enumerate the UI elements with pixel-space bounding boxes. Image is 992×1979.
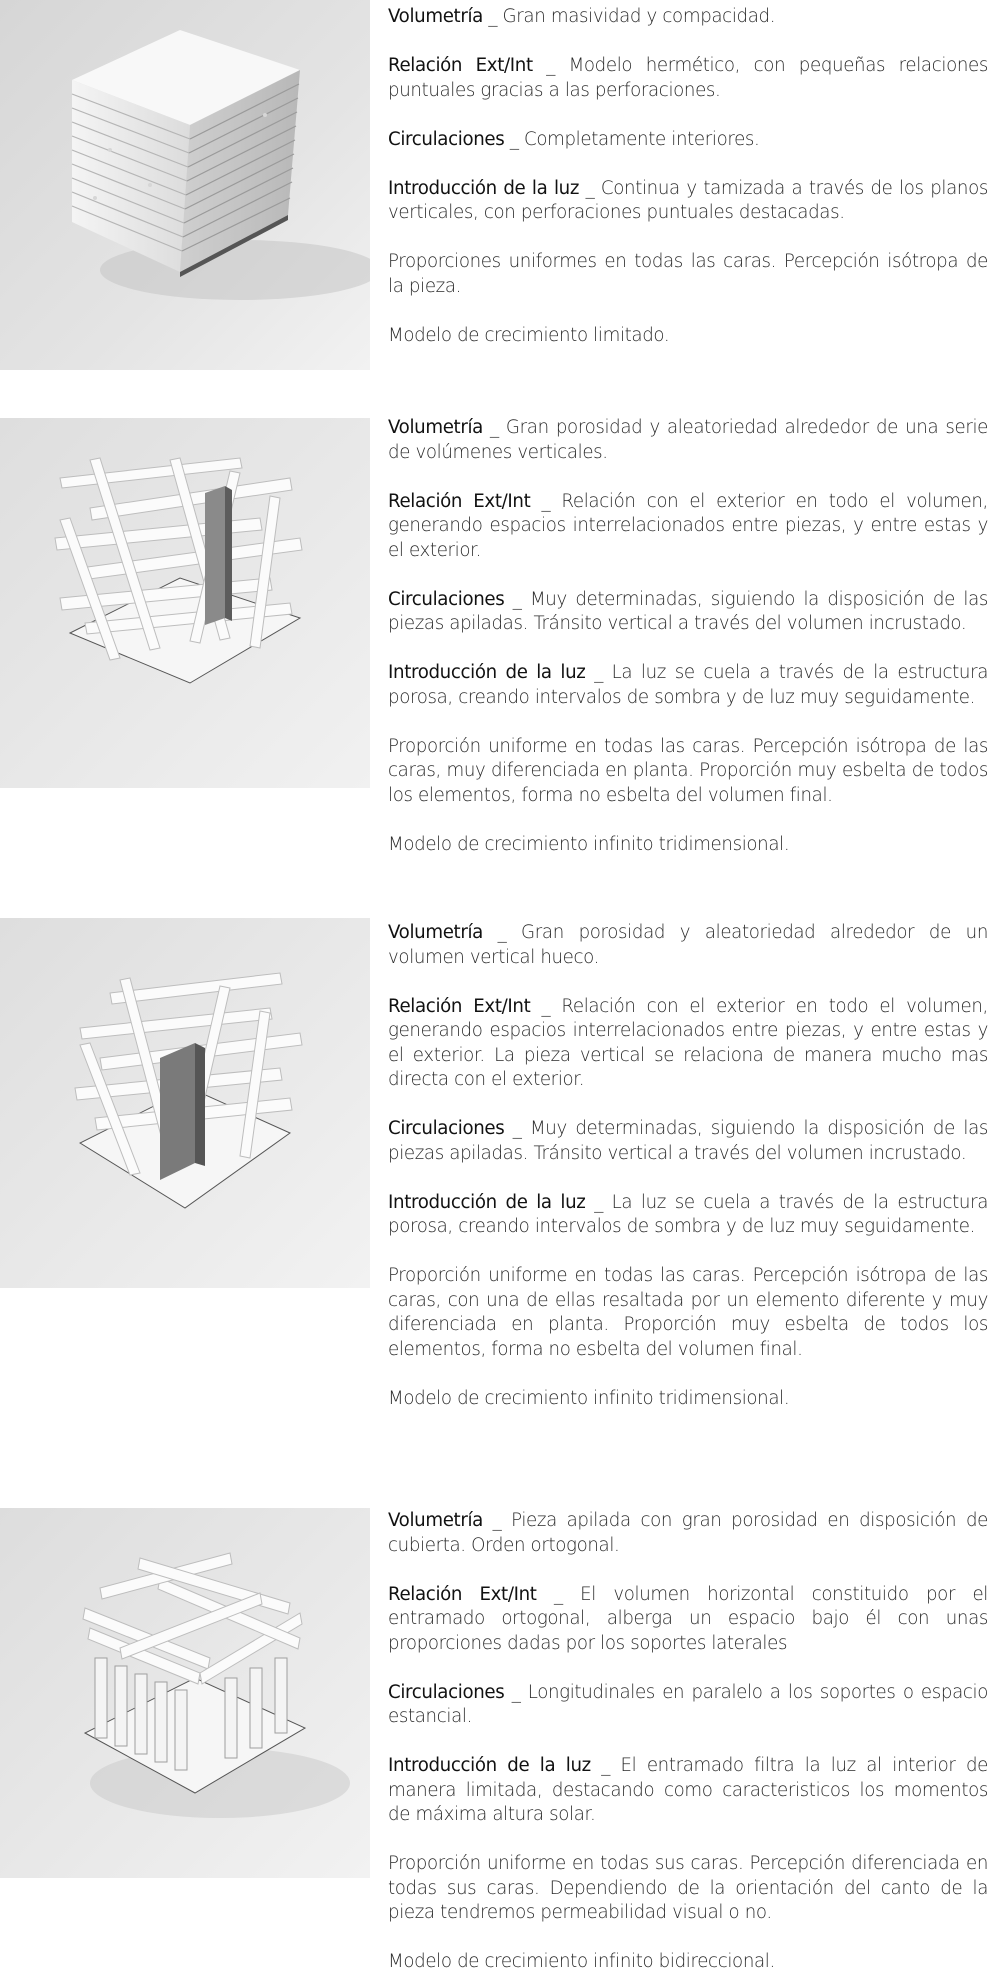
cube-model-illustration — [0, 0, 370, 370]
circulaciones-label: Circulaciones — [388, 128, 505, 150]
relacion-text: _ Relación con el exterior en todo el volumen, generando espacios interrelacionados entre piezas, y entre estas y el exterior. La pieza vertical se relaciona de manera mucho mas directa con el exterior. — [388, 995, 988, 1090]
proporcion-paragraph: Proporción uniforme en todas sus caras. Percepción diferenciada en todas sus caras. Dependiendo de la orientación del canto de la pieza tendremos permeabilidad visual o no. — [388, 1853, 988, 1923]
circulaciones-paragraph — [388, 1681, 988, 1730]
model-photo-3 — [0, 918, 370, 1288]
circulaciones-text: _ Completamente interiores. — [504, 128, 760, 150]
luz-paragraph — [388, 177, 988, 226]
circulaciones-paragraph — [388, 128, 988, 153]
luz-paragraph — [388, 1191, 988, 1240]
crecimiento-paragraph: Modelo de crecimiento infinito tridimensional. — [388, 1387, 790, 1409]
proporcion-paragraph: Proporciones uniformes en todas las caras. Percepción isótropa de la pieza. — [388, 251, 988, 297]
volumetria-text: _ Gran masividad y compacidad. — [482, 6, 776, 27]
crecimiento-paragraph: Modelo de crecimiento infinito tridimensional. — [388, 833, 790, 855]
relacion-paragraph — [388, 995, 988, 1093]
model-description-2 — [388, 416, 988, 857]
circulaciones-text: _ Muy determinadas, siguiendo la disposición de las piezas apiladas. Tránsito vertical a través del volumen incrustado. — [388, 588, 988, 634]
model-photo-1 — [0, 0, 370, 370]
relacion-label: Relación Ext/Int — [388, 490, 531, 512]
circulaciones-text: _ Longitudinales en paralelo a los soportes o espacio estancial. — [388, 1681, 988, 1727]
proporcion-paragraph: Proporción uniforme en todas las caras. Percepción isótropa de las caras, muy diferenciada en planta. Proporción muy esbelta de todos los elementos, forma no esbelta del volumen final. — [388, 735, 988, 806]
relacion-text: _ Relación con el exterior en todo el volumen, generando espacios interrelacionados entre piezas, y entre estas y el exterior. — [388, 490, 988, 561]
volumetria-paragraph — [388, 1509, 988, 1558]
volumetria-paragraph — [388, 416, 988, 465]
luz-paragraph — [388, 1754, 988, 1828]
circulaciones-label: Circulaciones — [388, 588, 505, 610]
volumetria-text: _ Gran porosidad y aleatoriedad alrededor de un volumen vertical hueco. — [388, 922, 988, 968]
crecimiento-paragraph: Modelo de crecimiento infinito bidireccional. — [388, 1951, 775, 1972]
volumetria-label: Volumetría — [388, 6, 483, 27]
model-description-4 — [388, 1509, 988, 1975]
luz-text: _ Continua y tamizada a través de los planos verticales, con perforaciones puntuales destacadas. — [388, 177, 988, 223]
volumetria-label: Volumetría — [388, 417, 483, 438]
circulaciones-label: Circulaciones — [388, 1681, 505, 1703]
luz-text: _ El entramado filtra la luz al interior de manera limitada, destacando como caracteristicos los momentos de máxima altura solar. — [388, 1755, 988, 1825]
orthogonal-lattice-model-illustration — [0, 1508, 370, 1878]
luz-label: Introducción de la luz — [388, 662, 586, 683]
proporcion-paragraph: Proporción uniforme en todas las caras. Percepción isótropa de las caras, con una de ellas resaltada por un elemento diferente y muy diferenciada en planta. Proporción muy esbelta de todos los elementos, forma no esbelta del volumen final. — [388, 1265, 988, 1360]
model-photo-4 — [0, 1508, 370, 1878]
volumetria-text: _ Pieza apilada con gran porosidad en disposición de cubierta. Orden ortogonal. — [388, 1510, 988, 1556]
luz-label: Introducción de la luz — [388, 177, 580, 199]
relacion-text: _ Modelo hermético, con pequeñas relaciones puntuales gracias a las perforaciones. — [388, 55, 989, 101]
circulaciones-label: Circulaciones — [388, 1118, 505, 1139]
relacion-paragraph — [388, 54, 988, 103]
relacion-paragraph — [388, 1583, 988, 1657]
relacion-label: Relación Ext/Int — [388, 55, 533, 76]
stacked-sticks-model-illustration — [0, 418, 370, 788]
hollow-volume-model-illustration — [0, 918, 370, 1288]
circulaciones-text: _ Muy determinadas, siguiendo la disposición de las piezas apiladas. Tránsito vertical a través del volumen incrustado. — [388, 1118, 988, 1164]
luz-label: Introducción de la luz — [388, 1191, 586, 1213]
relacion-label: Relación Ext/Int — [388, 995, 531, 1017]
luz-text: _ La luz se cuela a través de la estructura porosa, creando intervalos de sombra y de luz muy seguidamente. — [388, 1191, 988, 1237]
volumetria-paragraph — [388, 5, 988, 30]
relacion-label: Relación Ext/Int — [388, 1583, 537, 1605]
volumetria-label: Volumetría — [388, 1510, 483, 1531]
circulaciones-paragraph — [388, 1117, 988, 1166]
relacion-text: _ El volumen horizontal constituido por el entramado ortogonal, alberga un espacio bajo él con unas proporciones dadas por los soportes laterales — [388, 1583, 988, 1654]
model-description-3 — [388, 921, 988, 1411]
volumetria-text: _ Gran porosidad y aleatoriedad alrededor de una serie de volúmenes verticales. — [388, 417, 988, 463]
crecimiento-paragraph: Modelo de crecimiento limitado. — [388, 324, 670, 346]
luz-paragraph — [388, 661, 988, 710]
volumetria-label: Volumetría — [388, 922, 483, 943]
model-description-1 — [388, 5, 988, 348]
volumetria-paragraph — [388, 921, 988, 970]
relacion-paragraph — [388, 490, 988, 564]
luz-label: Introducción de la luz — [388, 1755, 591, 1776]
luz-text: _ La luz se cuela a través de la estructura porosa, creando intervalos de sombra y de luz muy seguidamente. — [388, 662, 988, 708]
model-photo-2 — [0, 418, 370, 788]
circulaciones-paragraph — [388, 588, 988, 637]
